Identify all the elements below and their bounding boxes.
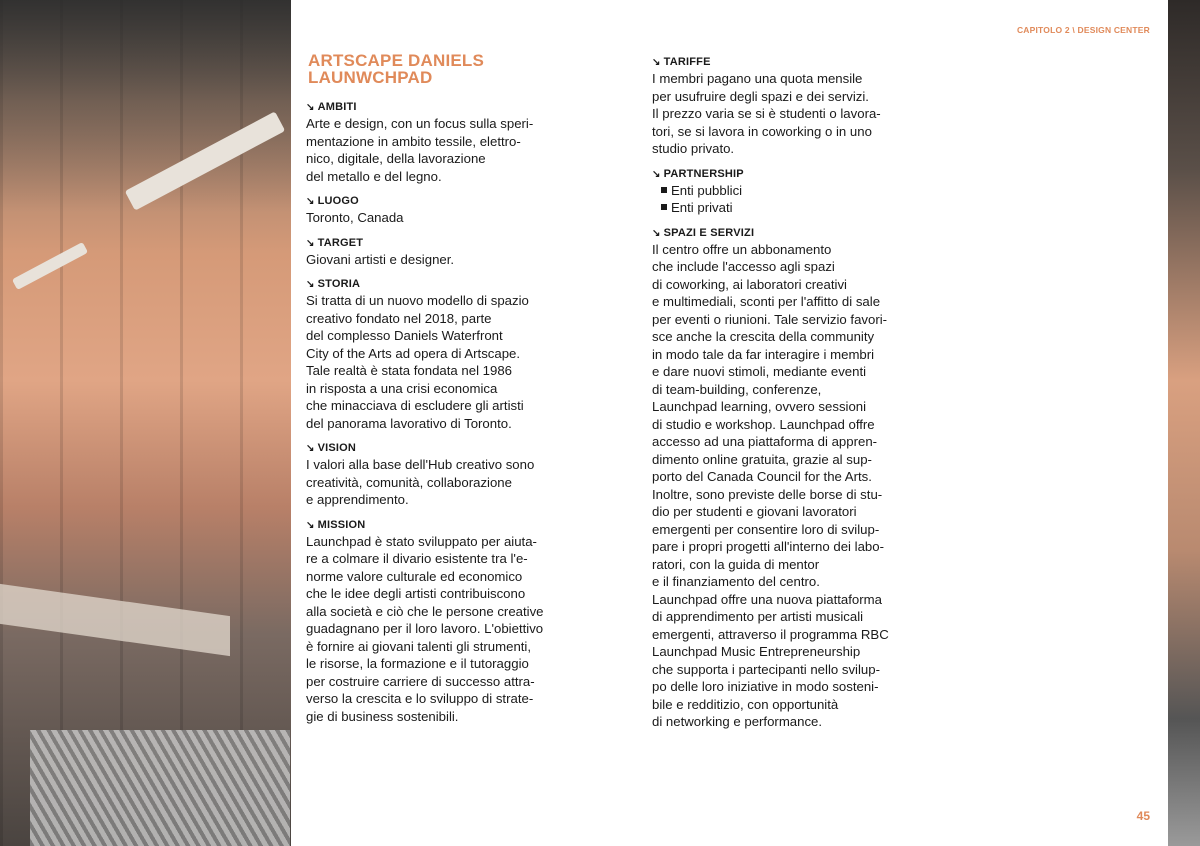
text-line: in modo tale da far interagire i membri bbox=[652, 346, 875, 362]
bullet-icon bbox=[661, 204, 667, 210]
list-item-text: Enti pubblici bbox=[671, 182, 743, 198]
text-line: alla società e ciò che le persone creative bbox=[306, 603, 544, 619]
photo-edge-right bbox=[1168, 0, 1200, 846]
text-line: Arte e design, con un focus sulla speri- bbox=[306, 116, 534, 131]
arrow-icon: ↘ bbox=[306, 279, 315, 290]
section-storia bbox=[306, 277, 606, 432]
section-label bbox=[652, 167, 952, 182]
arrow-icon: ↘ bbox=[306, 519, 315, 531]
section-luogo bbox=[306, 194, 606, 227]
text-line: I membri pagano una quota mensile bbox=[652, 71, 863, 86]
text-line: Il prezzo varia se si è studenti o lavora- bbox=[652, 106, 881, 121]
arrow-icon: ↘ bbox=[306, 237, 315, 249]
text-line: porto del Canada Council for the Arts. bbox=[652, 469, 872, 484]
text-line: emergenti, attraverso il programma RBC bbox=[652, 626, 889, 642]
text-line: creativo fondato nel 2018, parte bbox=[306, 310, 492, 326]
text-line: di apprendimento per artisti musicali bbox=[652, 609, 864, 624]
fabric-foreground bbox=[30, 730, 290, 846]
text-line: è fornire ai giovani talenti gli strumenti, bbox=[306, 638, 532, 654]
text-line: dimento online gratuita, grazie al sup- bbox=[652, 451, 872, 467]
text-line: Toronto, Canada bbox=[306, 210, 404, 225]
section-label-text: TARIFFE bbox=[663, 56, 711, 68]
text-line: di networking e performance. bbox=[652, 714, 823, 729]
text-line: nico, digitale, della lavorazione bbox=[306, 151, 486, 166]
arrow-icon: ↘ bbox=[306, 196, 315, 207]
arrow-icon: ↘ bbox=[652, 227, 661, 239]
section-label bbox=[306, 441, 606, 456]
text-line: I valori alla base dell'Hub creativo sono bbox=[306, 457, 535, 472]
left-column bbox=[306, 52, 606, 734]
workbench bbox=[0, 584, 230, 656]
text-line: emergenti per consentire loro di svilup- bbox=[652, 521, 880, 537]
section-mission bbox=[306, 518, 606, 726]
page-title bbox=[308, 52, 606, 86]
section-label-text: SPAZI E SERVIZI bbox=[663, 226, 755, 239]
text-line: di studio e workshop. Launchpad offre bbox=[652, 416, 875, 432]
list-item bbox=[652, 182, 952, 200]
text-line: re a colmare il divario esistente tra l'e- bbox=[306, 551, 528, 566]
text-line: di team-building, conferenze, bbox=[652, 381, 822, 397]
text-line: norme valore culturale ed economico bbox=[306, 568, 523, 584]
section-label bbox=[652, 226, 952, 241]
arrow-icon: ↘ bbox=[306, 443, 315, 454]
text-line: Il centro offre un abbonamento bbox=[652, 241, 832, 257]
text-line: ratori, con la guida di mentor bbox=[652, 556, 820, 572]
running-head: CAPITOLO 2 \ DESIGN CENTER bbox=[1016, 25, 1150, 35]
text-line: guadagnano per il loro lavoro. L'obiettivo bbox=[306, 621, 544, 636]
section-label-text: AMBITI bbox=[317, 101, 357, 113]
section-label-text: TARGET bbox=[317, 236, 364, 249]
text-line: creatività, comunità, collaborazione bbox=[306, 474, 512, 490]
text-line: Launchpad Music Entrepreneurship bbox=[652, 644, 861, 659]
text-line: per costruire carriere di successo attra- bbox=[306, 673, 535, 689]
text-line: Inoltre, sono previste delle borse di stu- bbox=[652, 486, 883, 502]
text-line: Giovani artisti e designer. bbox=[306, 251, 455, 267]
text-line: po delle loro iniziative in modo sosteni- bbox=[652, 679, 879, 694]
text-line: per eventi o riunioni. Tale servizio favori- bbox=[652, 311, 888, 327]
section-spazi-e-servizi bbox=[652, 226, 952, 731]
arrow-icon: ↘ bbox=[652, 168, 661, 180]
text-line: accesso ad una piattaforma di appren- bbox=[652, 434, 878, 449]
text-line: in risposta a una crisi economica bbox=[306, 380, 498, 396]
text-line: di coworking, ai laboratori creativi bbox=[652, 276, 847, 292]
text-line: che supporta i partecipanti nello svilup- bbox=[652, 661, 880, 677]
text-line: gie di business sostenibili. bbox=[306, 708, 459, 724]
title-line: LAUNWCHPAD bbox=[308, 68, 433, 87]
text-line: e dare nuovi stimoli, mediante eventi bbox=[652, 364, 867, 379]
ceiling-lamp bbox=[125, 111, 285, 210]
text-line: che le idee degli artisti contribuiscono bbox=[306, 586, 526, 601]
section-label bbox=[652, 55, 952, 70]
text-line: Launchpad offre una nuova piattaforma bbox=[652, 591, 882, 607]
right-column bbox=[652, 55, 952, 740]
text-line: Launchpad learning, ovvero sessioni bbox=[652, 399, 867, 414]
text-line: sce anche la crescita della community bbox=[652, 329, 875, 344]
section-label-text: STORIA bbox=[317, 278, 361, 290]
title-line: ARTSCAPE DANIELS bbox=[308, 51, 485, 70]
ceiling-lamp bbox=[12, 242, 88, 290]
text-line: del panorama lavorativo di Toronto. bbox=[306, 415, 512, 431]
section-label-text: MISSION bbox=[317, 518, 366, 531]
section-ambiti bbox=[306, 100, 606, 185]
section-partnership bbox=[652, 167, 952, 217]
section-label bbox=[306, 518, 606, 533]
list-item-text: Enti privati bbox=[671, 200, 733, 215]
text-line: tori, se si lavora in coworking o in uno bbox=[652, 123, 872, 139]
text-line: e multimediali, sconti per l'affitto di sale bbox=[652, 294, 881, 309]
text-line: dio per studenti e giovani lavoratori bbox=[652, 504, 857, 519]
bullet-icon bbox=[661, 187, 667, 193]
arrow-icon: ↘ bbox=[306, 102, 315, 113]
section-tariffe bbox=[652, 55, 952, 158]
section-label-text: LUOGO bbox=[317, 195, 359, 207]
section-vision bbox=[306, 441, 606, 509]
list-item bbox=[652, 199, 952, 217]
text-line: verso la crescita e lo sviluppo di strate- bbox=[306, 691, 534, 706]
text-line: del complesso Daniels Waterfront bbox=[306, 328, 503, 343]
text-line: e apprendimento. bbox=[306, 492, 409, 507]
text-line: City of the Arts ad opera di Artscape. bbox=[306, 345, 521, 361]
text-line: Si tratta di un nuovo modello di spazio bbox=[306, 293, 529, 308]
text-line: che minacciava di escludere gli artisti bbox=[306, 398, 524, 413]
text-line: che include l'accesso agli spazi bbox=[652, 259, 835, 274]
section-label bbox=[306, 194, 606, 209]
section-label bbox=[306, 236, 606, 251]
text-line: Tale realtà è stata fondata nel 1986 bbox=[306, 363, 513, 378]
workshop-photo bbox=[0, 0, 291, 846]
page-number: 45 bbox=[1136, 809, 1150, 823]
arrow-icon: ↘ bbox=[652, 57, 661, 68]
text-line: le risorse, la formazione e il tutoraggio bbox=[306, 656, 529, 671]
section-label-text: PARTNERSHIP bbox=[663, 167, 744, 180]
section-label-text: VISION bbox=[317, 442, 357, 454]
text-line: mentazione in ambito tessile, elettro- bbox=[306, 133, 521, 149]
text-line: del metallo e del legno. bbox=[306, 168, 442, 184]
section-label bbox=[306, 277, 606, 292]
text-line: studio privato. bbox=[652, 141, 735, 156]
section-label bbox=[306, 100, 606, 115]
text-line: e il finanziamento del centro. bbox=[652, 574, 820, 589]
section-target bbox=[306, 236, 606, 269]
text-line: Launchpad è stato sviluppato per aiuta- bbox=[306, 533, 537, 549]
text-line: pare i propri progetti all'interno dei labo- bbox=[652, 539, 884, 554]
text-line: per usufruire degli spazi e dei servizi. bbox=[652, 88, 869, 104]
text-line: bile e redditizio, con opportunità bbox=[652, 696, 839, 712]
